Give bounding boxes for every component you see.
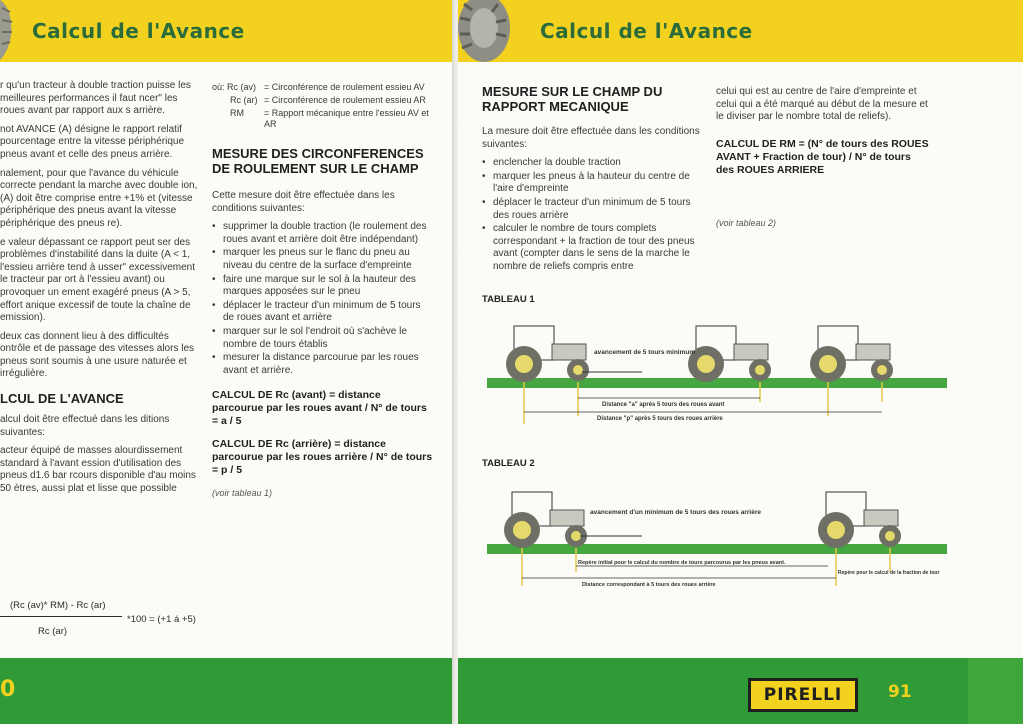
advance-label: avancement de 5 tours minimum — [594, 349, 696, 356]
tractor-icon — [688, 326, 771, 382]
tractor-icon — [810, 326, 893, 382]
list-item: • marquer les pneus à la hauteur du centre de l'aire d'empreinte — [482, 171, 702, 196]
paragraph: celui qui est au centre de l'aire d'empreinte et celui qui a été marqué au début de la mesure et le diviser par le nombre total de reliefs). — [716, 86, 928, 123]
footer-band — [458, 658, 968, 724]
definition-key: où: Rc (av) — [212, 82, 257, 92]
formula-numerator: (Rc (av)* RM) - Rc (ar) — [10, 600, 106, 611]
calc-rc-arriere: CALCUL DE Rc (arrière) = distance parcourue par les roues arrière / N° de tours = p / 5 — [212, 438, 433, 477]
tire-icon — [458, 0, 522, 68]
tractor-icon — [506, 326, 589, 382]
tableau-1-title: TABLEAU 1 — [482, 294, 535, 305]
definition-value: = Rapport mécanique entre l'essieu AV et AR — [264, 108, 429, 129]
definition-key: RM — [230, 108, 244, 118]
list-item: • supprimer la double traction (le roulement des roues avant et arrière doit être indépendant) — [212, 221, 434, 246]
header-band — [0, 0, 456, 62]
section-heading: MESURE SUR LE CHAMP DU RAPPORT MECANIQUE — [482, 84, 663, 114]
list-item: • faire une marque sur le sol à la hauteur des marques apposées sur le pneu — [212, 274, 434, 299]
bullet-list — [212, 221, 434, 377]
list-item: • marquer sur le sol l'endroit où s'achève le nombre de tours établis — [212, 326, 434, 351]
right-page — [458, 0, 1023, 724]
tableau-2-title: TABLEAU 2 — [482, 458, 535, 469]
advance-label: avancement d'un minimum de 5 tours des roues arrière — [590, 509, 761, 516]
bullet-list — [482, 157, 702, 273]
right-column-1 — [482, 84, 702, 275]
formula-result: *100 = (+1 á +5) — [127, 614, 196, 625]
header-band — [458, 0, 1023, 62]
definition-value: = Circonférence de roulement essieu AV — [264, 82, 425, 92]
list-item: • déplacer le tracteur d'un minimum de 5 tours des roues arrière — [482, 197, 702, 222]
list-item: • calculer le nombre de tours complets correspondant + la fraction de tour des pneus avant (compter dans le sens de la marche le nombre de reliefs compris entre — [482, 223, 702, 273]
tractor-icon — [818, 492, 901, 548]
page-edge — [968, 658, 1023, 724]
list-item: • enclencher la double traction — [482, 157, 702, 170]
paragraph: Cette mesure doit être effectuée dans les conditions suivantes: — [212, 190, 395, 214]
left-column-2 — [212, 82, 434, 500]
page-number: 0 — [0, 677, 16, 702]
paragraph: r qu'un tracteur à double traction puisse les meilleures performances il faut ncer" les roues avant par rapport aux s arrière. — [0, 80, 191, 117]
calc-rc-avant: CALCUL DE Rc (avant) = distance parcourue par les roues avant / N° de tours = a / 5 — [212, 389, 427, 428]
distance-p-label: Distance "p" après 5 tours des roues arrière — [597, 416, 723, 422]
table-reference: (voir tableau 2) — [716, 217, 777, 228]
tire-icon — [0, 0, 18, 64]
definition-value: = Circonférence de roulement essieu AR — [264, 95, 426, 105]
left-page — [0, 0, 456, 724]
tractor-icon — [504, 492, 587, 548]
definition-row — [212, 95, 434, 106]
distance-label: Distance correspondant à 5 tours des roues arrière — [582, 582, 716, 588]
fraction-line — [0, 616, 122, 617]
list-item: • déplacer le tracteur d'un minimum de 5 tours de roues avant et arrière — [212, 300, 434, 325]
footer-band — [0, 658, 456, 724]
formula-denominator: Rc (ar) — [38, 626, 68, 637]
paragraph: La mesure doit être effectuée dans les conditions suivantes: — [482, 126, 700, 150]
paragraph: not AVANCE (A) désigne le rapport relatif pourcentage entre la vitesse périphérique pneus avant et celle des pneus arrière. — [0, 123, 185, 160]
left-column-1 — [0, 80, 200, 502]
paragraph: e valeur dépassant ce rapport peut ser des problèmes d'instabilité dans la duite (A < 1, l'essieu arrière tend à usser" excessivement le tracteur par ort à l'essieu avant) ou provoquer un ement exagéré pneus (A > 5, effort anique excessif de toute la chaîne de emission). — [0, 236, 195, 324]
paragraph: alcul doit être effectué dans les ditions suivantes: — [0, 414, 170, 438]
section-heading: MESURE DES CIRCONFERENCES DE ROULEMENT SUR LE CHAMP — [212, 146, 424, 176]
initial-mark-label: Repère initial pour le calcul du nombre de tours parcourus par les pneus avant. — [578, 560, 786, 566]
tableau-2-diagram — [482, 480, 952, 605]
distance-a-label: Distance "a" après 5 tours des roues avant — [602, 402, 725, 408]
table-reference: (voir tableau 1) — [212, 488, 273, 499]
definition-row — [212, 108, 434, 130]
pirelli-logo: PIRELLI — [748, 678, 858, 712]
list-item: • marquer les pneus sur le flanc du pneu au niveau du centre de la surface d'empreinte — [212, 247, 434, 272]
list-item: • mesurer la distance parcourue par les roues avant et arrière. — [212, 352, 434, 377]
paragraph: deux cas donnent lieu à des difficultés ontrôle et de passage des vitesses alors les pneus sont soumis à une usure naturée et irrégulière. — [0, 330, 194, 380]
definition-row — [212, 82, 434, 93]
tableau-1-diagram — [482, 312, 952, 435]
page-number: 91 — [888, 682, 912, 702]
paragraph: acteur équipé de masses alourdissement standard à l'avant ession d'utilisation des pneus d1.6 bar rcours disponible d'au moins 50 ètres, aussi plat et lisse que possible — [0, 445, 196, 495]
page-title: Calcul de l'Avance — [540, 19, 753, 43]
right-column-2 — [716, 86, 930, 229]
section-heading: LCUL DE L'AVANCE — [0, 391, 124, 407]
paragraph: nalement, pour que l'avance du véhicule correcte pendant la marche avec double ion, (A) doit être comprise entre +1% et (vitesse périphérique des pneus avant la vitesse périphérique des pneus re). — [0, 167, 198, 229]
definition-key: Rc (ar) — [230, 95, 258, 105]
calc-rm: CALCUL DE RM = (N° de tours des ROUES AVANT + Fraction de tour) / N° de tours des ROUES ARRIERE — [716, 137, 929, 176]
page-title: Calcul de l'Avance — [32, 19, 245, 43]
fraction-mark-label: Repère pour le calcul de la fraction de tour — [838, 570, 940, 576]
